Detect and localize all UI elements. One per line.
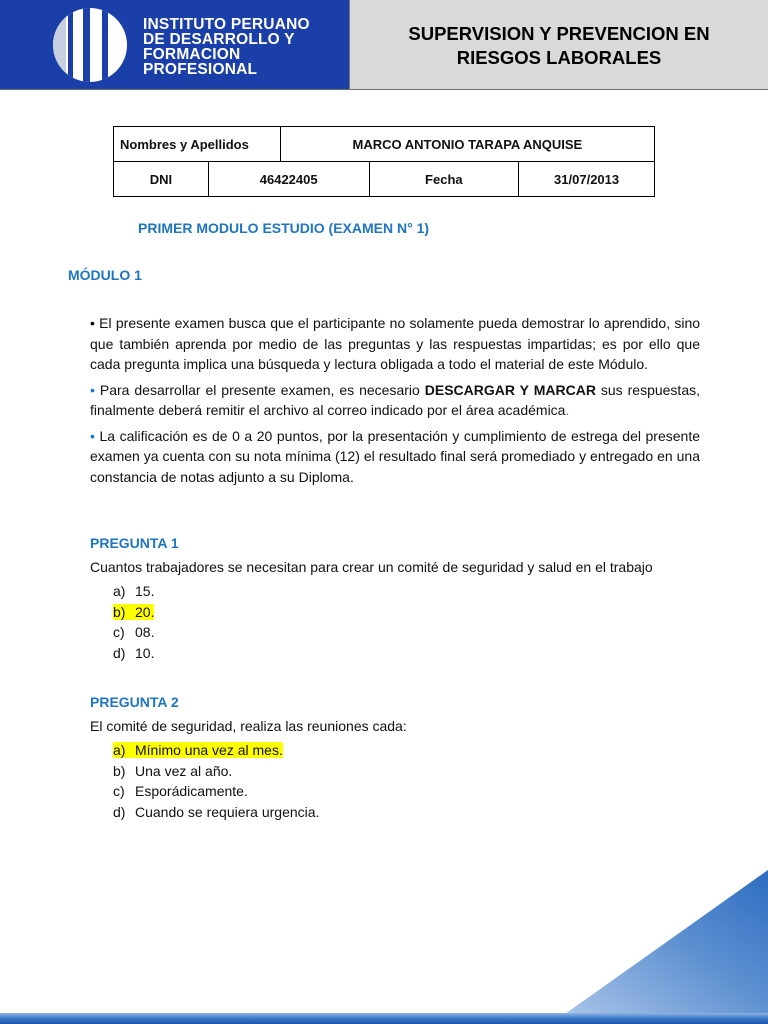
question-2 bbox=[90, 694, 710, 822]
instruction-item bbox=[90, 313, 700, 375]
answer-option[interactable] bbox=[90, 622, 710, 643]
option-letter: a) bbox=[113, 583, 126, 599]
course-title-line1: SUPERVISION Y PREVENCION EN bbox=[408, 23, 710, 44]
instruction-item bbox=[90, 426, 700, 488]
instruction-text: El presente examen busca que el participante no solamente pueda demostrar lo aprendido, sino que también aprenda por medio de las preguntas y las respuestas impartidas; es por ello que cada pregunta implica una búsqueda y lectura obligada a todo el material de este Módulo. bbox=[90, 315, 701, 372]
instruction-text: Para desarrollar el presente examen, es necesario bbox=[99, 381, 420, 398]
selected-highlight bbox=[113, 604, 154, 620]
institute-logo-icon bbox=[52, 7, 128, 83]
table-row bbox=[114, 127, 655, 162]
corner-triangle-decoration bbox=[565, 870, 768, 1014]
instruction-item bbox=[90, 380, 700, 421]
bullet-icon: • bbox=[90, 315, 95, 331]
option-text: Esporádicamente. bbox=[135, 783, 248, 799]
institute-name-line: INSTITUTO PERUANO bbox=[143, 16, 310, 33]
option-text: Mínimo una vez al mes. bbox=[135, 742, 283, 758]
name-value: MARCO ANTONIO TARAPA ANQUISE bbox=[280, 127, 654, 162]
option-letter: d) bbox=[113, 644, 126, 661]
question-title: PREGUNTA 1 bbox=[90, 535, 179, 551]
answer-option[interactable] bbox=[90, 802, 710, 823]
answer-option[interactable] bbox=[90, 581, 710, 602]
option-text: 20. bbox=[135, 603, 155, 620]
question-title: PREGUNTA 2 bbox=[90, 694, 179, 710]
instruction-text: sus respuestas, finalmente deberá remitir el archivo al correo indicado por el área académica bbox=[90, 381, 700, 418]
instructions bbox=[90, 313, 700, 492]
answer-option-selected[interactable] bbox=[90, 740, 710, 761]
option-text: 08. bbox=[135, 624, 155, 640]
table-row bbox=[114, 162, 655, 197]
course-title-line2: RIESGOS LABORALES bbox=[456, 47, 662, 68]
footer-bar-decoration bbox=[0, 1013, 768, 1024]
option-text: Una vez al año. bbox=[135, 762, 233, 779]
option-letter: a) bbox=[113, 742, 126, 758]
date-value: 31/07/2013 bbox=[519, 162, 655, 197]
instruction-emphasis: DESCARGAR Y MARCAR bbox=[424, 381, 596, 398]
institute-name-line: FORMACION bbox=[143, 46, 241, 63]
question-text: Cuantos trabajadores se necesitan para crear un comité de seguridad y salud en el trabajo bbox=[90, 559, 653, 575]
option-letter: c) bbox=[113, 783, 125, 799]
course-title-box bbox=[349, 0, 768, 89]
bullet-icon: • bbox=[90, 381, 95, 398]
option-text: 10. bbox=[135, 644, 155, 661]
question-text: El comité de seguridad, realiza las reuniones cada: bbox=[90, 718, 407, 734]
header-divider bbox=[0, 89, 768, 90]
dni-value: 46422405 bbox=[208, 162, 369, 197]
date-label: Fecha bbox=[369, 162, 519, 197]
instruction-text: La calificación es de 0 a 20 puntos, por la presentación y cumplimiento de estrega del presente examen ya cuenta con su nota mínima (12) el resultado final será promediado y entregado en una constancia de notas adjunto a su Diploma. bbox=[90, 427, 701, 485]
answer-option[interactable] bbox=[90, 643, 710, 664]
exam-title: PRIMER MODULO ESTUDIO (EXAMEN N° 1) bbox=[138, 220, 430, 236]
student-info-table bbox=[113, 126, 655, 197]
bullet-icon: • bbox=[90, 427, 95, 444]
question-1 bbox=[90, 535, 710, 663]
option-letter: d) bbox=[113, 803, 126, 820]
module-title: MÓDULO 1 bbox=[68, 267, 142, 283]
name-label: Nombres y Apellidos bbox=[114, 127, 281, 162]
answer-option[interactable] bbox=[90, 761, 710, 782]
answer-option[interactable] bbox=[90, 781, 710, 802]
instruction-end: . bbox=[565, 402, 570, 418]
option-letter: b) bbox=[113, 762, 126, 779]
option-text: 15. bbox=[135, 583, 155, 599]
institute-name-line: PROFESIONAL bbox=[143, 61, 258, 78]
selected-highlight bbox=[113, 742, 283, 758]
course-title bbox=[350, 22, 768, 70]
institute-name-line: DE DESARROLLO Y bbox=[143, 31, 295, 48]
institute-banner bbox=[0, 0, 349, 89]
dni-label: DNI bbox=[114, 162, 209, 197]
institute-name bbox=[143, 17, 310, 77]
option-text: Cuando se requiera urgencia. bbox=[135, 803, 320, 820]
answer-option-selected[interactable] bbox=[90, 602, 710, 623]
option-letter: b) bbox=[113, 603, 126, 620]
option-letter: c) bbox=[113, 624, 125, 640]
